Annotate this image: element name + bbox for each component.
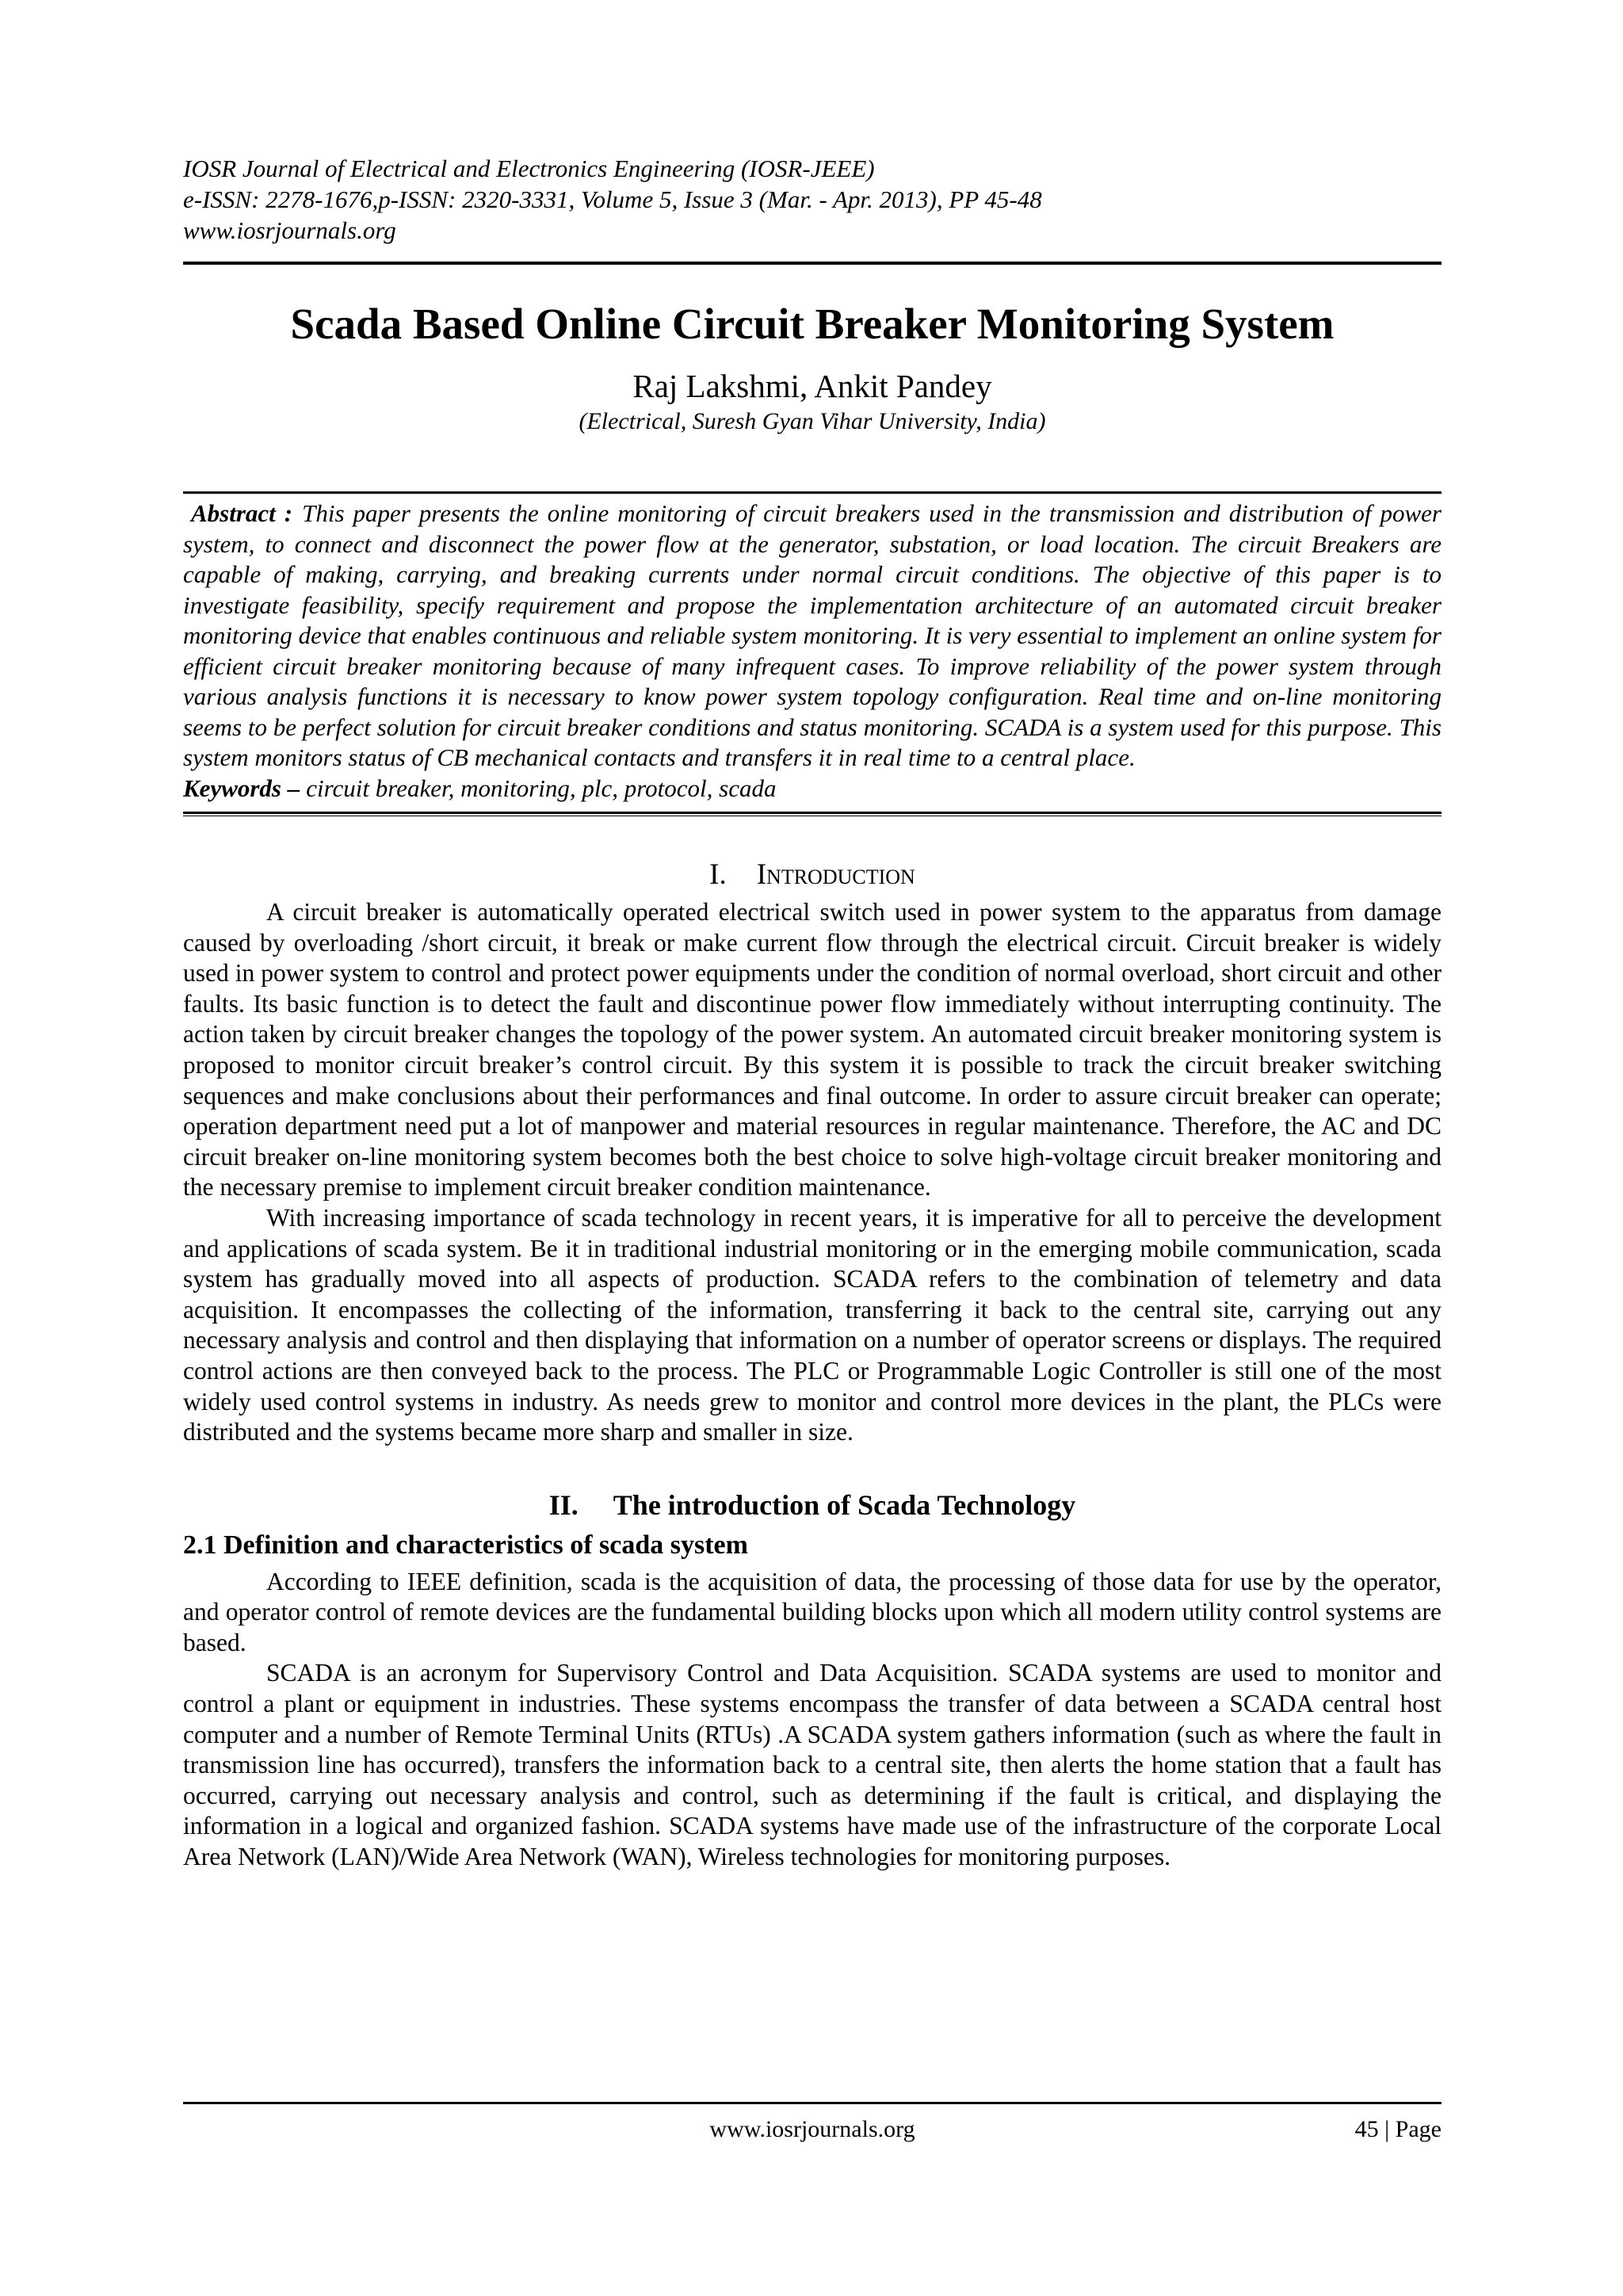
affiliation-line: (Electrical, Suresh Gyan Vihar University, India) [579, 408, 1046, 434]
journal-name-line: IOSR Journal of Electrical and Electronics Engineering (IOSR-JEEE) [183, 155, 875, 182]
section-number: II. [548, 1488, 579, 1521]
subsection-heading-definition: 2.1 Definition and characteristics of scada system [183, 1530, 748, 1560]
header-divider [183, 262, 1442, 265]
keywords-text: circuit breaker, monitoring, plc, protocol, scada [306, 774, 777, 802]
abstract-label: Abstract : [191, 499, 293, 527]
keywords-label: Keywords – [183, 774, 300, 802]
body-paragraph: A circuit breaker is automatically operated electrical switch used in power system to the apparatus from damage caused by overloading /short circuit, it break or make current flow through the electrical circuit. Circuit breaker is widely used in power system to control and protect power equipments under the condition of normal overload, short circuit and other faults. Its basic function is to detect the fault and discontinue power flow immediately without interrupting continuity. The action taken by circuit breaker changes the topology of the power system. An automated circuit breaker monitoring system is proposed to monitor circuit breaker’s control circuit. By this system it is possible to track the circuit breaker switching sequences and make conclusions about their performances and final outcome. In order to assure circuit breaker can operate; operation department need put a lot of manpower and material resources in regular maintenance. Therefore, the AC and DC circuit breaker on-line monitoring system becomes both the best choice to solve high-voltage circuit breaker monitoring and the necessary premise to implement circuit breaker condition maintenance. [183, 898, 1442, 1201]
footer-page-number: 45 | Page [1354, 2116, 1442, 2142]
section-title: Introduction [756, 858, 915, 891]
section-heading-introduction [183, 858, 1442, 892]
abstract-text: This paper presents the online monitoring of circuit breakers used in the transmission and distribution of power system, to connect and disconnect the power flow at the generator, substation, or load location. The circuit Breakers are capable of making, carrying, and breaking currents under normal circuit conditions. The objective of this paper is to investigate feasibility, specify requirement and propose the implementation architecture of an automated circuit breaker monitoring device that enables continuous and reliable system monitoring. It is very essential to implement an online system for efficient circuit breaker monitoring because of many infrequent cases. To improve reliability of the power system through various analysis functions it is necessary to know power system topology configuration. Real time and on-line monitoring seems to be perfect solution for circuit breaker conditions and status monitoring. SCADA is a system used for this purpose. This system monitors status of CB mechanical contacts and transfers it in real time to a central place. [183, 499, 1442, 771]
footer-divider [183, 2102, 1442, 2104]
page-footer [183, 2115, 1442, 2145]
page-content [183, 0, 1442, 1873]
body-paragraph: With increasing importance of scada technology in recent years, it is imperative for all to perceive the development and applications of scada system. Be it in traditional industrial monitoring or in the emerging mobile communication, scada system has gradually moved into all aspects of production. SCADA refers to the combination of telemetry and data acquisition. It encompasses the collecting of the information, transferring it back to the central site, carrying out any necessary analysis and control and then displaying that information on a number of operator screens or displays. The required control actions are then conveyed back to the process. The PLC or Programmable Logic Controller is still one of the most widely used control systems in industry. As needs grew to monitor and control more devices in the plant, the PLCs were distributed and the systems became more sharp and smaller in size. [183, 1203, 1442, 1446]
abstract-paragraph [183, 499, 1442, 774]
header-website-line: www.iosrjournals.org [183, 216, 396, 244]
footer-website: www.iosrjournals.org [709, 2116, 915, 2142]
section-heading-scada-technology [183, 1488, 1442, 1522]
authors-line: Raj Lakshmi, Ankit Pandey [632, 368, 992, 404]
body-paragraph: According to IEEE definition, scada is the acquisition of data, the processing of those data for use by the operator, and operator control of remote devices are the fundamental building blocks upon which all modern utility control systems are based. [183, 1567, 1442, 1656]
section-number: I. [709, 858, 727, 891]
page-title: Scada Based Online Circuit Breaker Monitoring System [290, 300, 1335, 348]
body-paragraph: SCADA is an acronym for Supervisory Control and Data Acquisition. SCADA systems are used to monitor and control a plant or equipment in industries. These systems encompass the transfer of data between a SCADA central host computer and a number of Remote Terminal Units (RTUs) .A SCADA system gathers information (such as where the fault in transmission line has occurred), transfers the information back to a central site, then alerts the home station that a fault has occurred, carrying out necessary analysis and control, such as determining if the fault is critical, and displaying the information in a logical and organized fashion. SCADA systems have made use of the infrastructure of the corporate Local Area Network (LAN)/Wide Area Network (WAN), Wireless technologies for monitoring purposes. [183, 1659, 1442, 1871]
abstract-bottom-divider [183, 812, 1442, 816]
section-title: The introduction of Scada Technology [613, 1488, 1076, 1521]
issn-volume-line: e-ISSN: 2278-1676,p-ISSN: 2320-3331, Volume 5, Issue 3 (Mar. - Apr. 2013), PP 45-48 [183, 185, 1042, 213]
keywords-line [183, 774, 1442, 804]
abstract-top-divider [183, 491, 1442, 494]
journal-header [183, 153, 1442, 246]
